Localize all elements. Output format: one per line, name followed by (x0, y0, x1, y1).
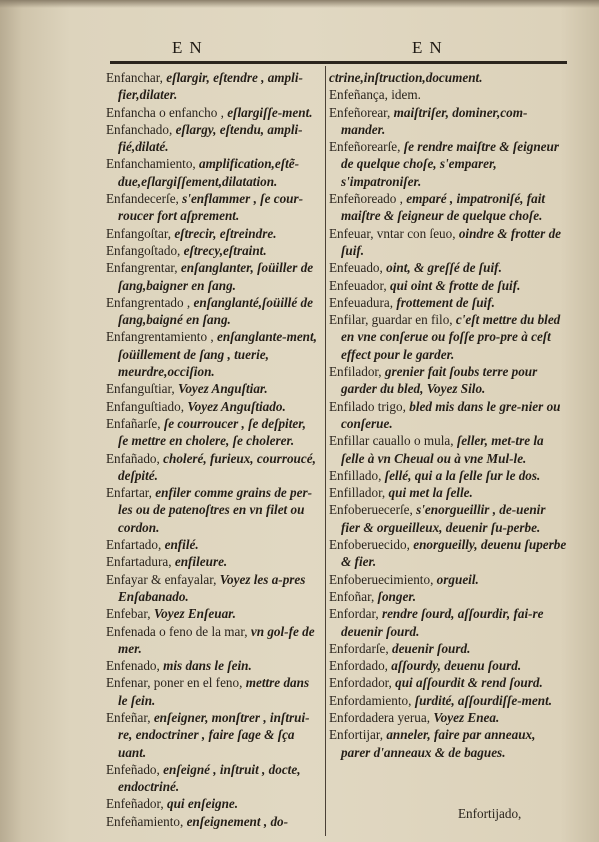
headword: Enfordador, (329, 675, 396, 691)
left-entry (106, 398, 318, 415)
left-entry (106, 571, 318, 606)
definition: oindre & frotter de ſuif. (341, 225, 562, 258)
right-entry (329, 225, 567, 260)
definition: enſanglanté,ſoüillé de ſang,baigné en ſang. (118, 294, 313, 328)
running-header (0, 38, 599, 62)
header-rule (110, 61, 567, 64)
headword: Enfoñar, (329, 588, 378, 604)
left-entry (106, 484, 318, 536)
definition: enſeignement , do- (186, 813, 289, 829)
headword: Enfeuadura, (329, 294, 397, 310)
right-entry (329, 484, 567, 501)
headword: Enfanguſtiar, (106, 381, 178, 397)
definition: amplification,eſtẽ-due,eſlargiſſement,dilatation. (118, 156, 299, 189)
right-entry (329, 294, 567, 311)
definition: qui oint & frotte de ſuif. (390, 277, 521, 293)
left-entry (106, 657, 318, 674)
headword: Enfartadura, (106, 554, 175, 570)
definition: emparé , impatroniſé, fait maiſtre & ſeigneur de quelque choſe. (341, 191, 546, 224)
headword: Enfandecerſe, (106, 191, 183, 207)
definition: aſſourdy, deuenu ſourd. (391, 658, 522, 674)
headword: Enfangoſtado, (106, 242, 184, 258)
headword: Enfillador, (329, 485, 389, 501)
left-entry (106, 294, 318, 329)
definition: enfiler comme grains de per-les ou de patenoſtres en vn filet ou cordon. (118, 485, 313, 535)
definition: eſlargir, eſtendre , ampli-fier,dilater. (118, 70, 303, 103)
headword: Enfeñorearſe, (329, 139, 404, 155)
left-entry (106, 190, 318, 225)
right-entry (329, 138, 567, 190)
left-entry (106, 553, 318, 570)
definition: enſanglanter, ſoüiller de ſang,baigner en ſang. (118, 260, 314, 293)
definition: eſtrecy,eſtraint. (183, 242, 267, 258)
headword: Enfanchado, (106, 121, 176, 137)
headword: Enfeñador, (106, 796, 167, 812)
catchword: Enfortijado, (458, 806, 522, 821)
definition: ſe rendre maiſtre & ſeigneur de quelque choſe, s'emparer, s'impatroniſer. (341, 139, 559, 189)
right-entry (329, 467, 567, 484)
definition: qui met la ſelle. (388, 485, 473, 501)
headword: Enfeñança, idem. (329, 87, 421, 103)
definition: deuenir ſourd. (391, 640, 471, 656)
definition: grenier fait ſoubs terre pour garder du bled, Voyez Silo. (341, 364, 538, 397)
left-entry (106, 674, 318, 709)
headword: Enfilado trigo, (329, 398, 410, 414)
left-entry (106, 121, 318, 156)
right-entry (329, 104, 567, 139)
definition: oint, & greſſé de ſuif. (386, 260, 502, 276)
right-entry (329, 277, 567, 294)
left-entry (106, 225, 318, 242)
headword: Enfoberuecimiento, (329, 571, 437, 587)
headword: Enfangrentar, (106, 260, 181, 276)
definition: s'enflammer , ſe cour-roucer fort aſprement. (118, 191, 304, 224)
headword: Enfoberuecido, (329, 537, 414, 553)
definition: eſlargiſſe-ment. (227, 104, 313, 120)
headword: Enfancha o enfancho , (106, 104, 228, 120)
left-entry (106, 536, 318, 553)
right-entry (329, 363, 567, 398)
headword: Enfordarſe, (329, 640, 392, 656)
definition: Voyez Enſeuar. (153, 606, 236, 622)
headword: Enfangoſtar, (106, 225, 175, 241)
definition: ſeller, met-tre la ſelle à vn Cheual ou à vne Mul-le. (341, 433, 544, 466)
headword: Enfilar, guardar en filo, (329, 312, 456, 328)
definition: enfilé. (164, 537, 199, 553)
headword: Enfilador, (329, 364, 385, 380)
header-left: EN (172, 38, 209, 57)
right-entry (329, 588, 567, 605)
headword: Enfeuar, vntar con ſeuo, (329, 225, 459, 241)
right-entry (329, 571, 567, 588)
right-entry (329, 86, 567, 103)
headword: Enfordado, (329, 658, 392, 674)
right-entry (329, 398, 567, 433)
headword: Enfeuado, (329, 260, 387, 276)
headword: Enfañado, (106, 450, 164, 466)
right-entry (329, 709, 567, 726)
right-entry (329, 692, 567, 709)
headword: Enfenada o feno de la mar, (106, 623, 251, 639)
definition: mettre dans le ſein. (118, 675, 310, 708)
definition: bled mis dans le gre-nier ou conſerue. (341, 398, 561, 431)
headword: Enfeuador, (329, 277, 390, 293)
definition: qui aſſourdit & rend ſourd. (395, 675, 543, 691)
headword: Enfordamiento, (329, 692, 415, 708)
headword: Enfangrentado , (106, 294, 194, 310)
headword: Enfeñar, (106, 709, 154, 725)
headword: Enfanguſtiado, (106, 398, 188, 414)
headword: Enfeñorear, (329, 104, 394, 120)
definition: orgueil. (436, 571, 479, 587)
definition: Voyez les a-pres Enſabanado. (118, 571, 306, 604)
definition: frottement de ſuif. (396, 294, 495, 310)
headword: Enfordadera yerua, (329, 709, 434, 725)
definition: vn gol-fe de mer. (118, 623, 315, 656)
definition: enorgueilly, deuenu ſuperbe & fier. (341, 537, 567, 570)
left-entry (106, 104, 318, 121)
definition: eſlargy, eſtendu, ampli-fié,dilaté. (118, 121, 303, 155)
definition: qui enſeigne. (167, 796, 239, 812)
right-entry (329, 674, 567, 691)
headword: Enfeñado, (106, 761, 164, 777)
right-column (329, 69, 567, 761)
headword: Enfanchar, (106, 70, 167, 85)
definition: anneler, faire par anneaux, parer d'anneaux & de bagues. (341, 727, 536, 760)
definition: enfileure. (174, 554, 228, 570)
headword: Enfayar & enfayalar, (106, 571, 220, 587)
right-entry (329, 640, 567, 657)
right-entry (329, 605, 567, 640)
right-entry (329, 432, 567, 467)
left-entry (106, 328, 318, 380)
definition: enſanglante-ment, ſoüillement de ſang , tuerie, meurdre,occiſion. (118, 329, 317, 380)
definition: ctrine,inſtruction,document. (329, 70, 483, 85)
definition: ſonger. (377, 588, 417, 604)
right-entry (329, 69, 567, 86)
headword: Enfanchamiento, (106, 156, 200, 172)
headword: Enfillado, (329, 467, 385, 483)
definition: Voyez Anguſtiar. (177, 381, 268, 397)
definition: enſeigné , inſtruit , docte, endoctriné. (118, 761, 301, 795)
headword: Enfordar, (329, 606, 382, 622)
definition: c'eſt mettre du bled en vne conſerue ou foſſe pro-pre à ceſt effect pour le garder. (341, 312, 561, 362)
definition: ſellé, qui a la ſelle ſur le dos. (384, 467, 541, 483)
headword: Enfebar, (106, 606, 154, 622)
left-entry (106, 605, 318, 622)
left-entry (106, 380, 318, 397)
column-divider (325, 66, 326, 836)
left-entry (106, 450, 318, 485)
left-entry (106, 259, 318, 294)
headword: Enfeñoreado , (329, 191, 407, 207)
left-entry (106, 709, 318, 761)
headword: Enfañarſe, (106, 415, 164, 431)
definition: maiſtriſer, dominer,com-mander. (341, 104, 528, 137)
headword: Enfenar, poner en el feno, (106, 675, 246, 691)
definition: rendre ſourd, aſſourdir, fai-re deuenir ſourd. (341, 606, 544, 639)
left-column (106, 69, 318, 830)
headword: Enfartar, (106, 485, 156, 501)
right-entry (329, 259, 567, 276)
headword: Enfartado, (106, 537, 165, 553)
left-entry (106, 242, 318, 259)
left-entry (106, 155, 318, 190)
left-entry (106, 623, 318, 658)
right-entry (329, 190, 567, 225)
definition: Voyez Enea. (433, 709, 500, 725)
definition: eſtrecir, eſtreindre. (174, 225, 277, 241)
header-right: EN (412, 38, 449, 57)
headword: Enfoberuecerſe, (329, 502, 417, 518)
left-entry (106, 415, 318, 450)
definition: ſurdité, aſſourdiſſe-ment. (414, 692, 553, 708)
headword: Enfillar cauallo o mula, (329, 433, 457, 449)
right-entry (329, 536, 567, 571)
right-entry (329, 501, 567, 536)
definition: s'enorgueillir , de-uenir fier & orgueilleux, deuenir ſu-perbe. (341, 502, 546, 535)
page-top-shadow (0, 0, 599, 8)
definition: enſeigner, monſtrer , inſtrui-re, endoctriner , faire ſage & ſça uant. (118, 709, 310, 760)
definition: choleré, furieux, courroucé, deſpité. (118, 450, 316, 483)
headword: Enfenado, (106, 658, 164, 674)
definition: Voyez Anguſtiado. (187, 398, 286, 414)
definition: mis dans le ſein. (163, 658, 252, 674)
right-entry (329, 726, 567, 761)
headword: Enfangrentamiento , (106, 329, 217, 345)
headword: Enfeñamiento, (106, 813, 187, 829)
left-entry (106, 761, 318, 796)
left-entry (106, 813, 318, 830)
definition: ſe courroucer , ſe deſpiter, ſe mettre en cholere, ſe cholerer. (118, 415, 306, 449)
left-entry (106, 69, 318, 104)
right-entry (329, 311, 567, 363)
left-entry (106, 795, 318, 812)
headword: Enfortijar, (329, 727, 387, 743)
right-entry (329, 657, 567, 674)
